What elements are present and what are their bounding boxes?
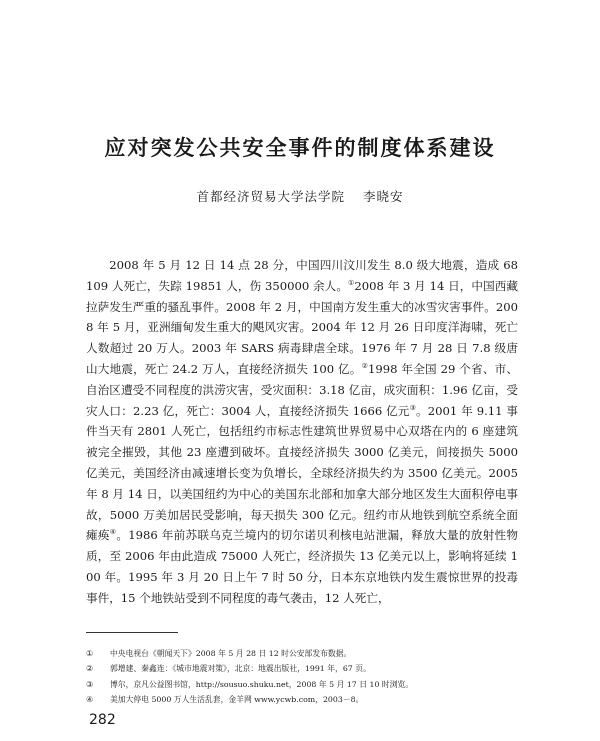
page-number: 282 (89, 712, 116, 728)
footnote-ref-2: ② (361, 362, 369, 371)
footnote-divider (86, 632, 178, 633)
author-institution: 首都经济贸易大学法学院 (196, 189, 345, 204)
footnote-text: 郭增建、秦鑫连：《城市地震对策》，北京：地震出版社，1991 年，67 页。 (110, 664, 371, 674)
body-text (86, 255, 518, 609)
body-segment: 。1986 年前苏联乌克兰境内的切尔诺贝利核电站泄漏，释放大量的放射性物质，至 2006 年由此造成 75000 人死亡，经济损失 13 亿美元以上，影响将延续 100 年。1995 年 3 月 20 日上午 7 时 50 分，日本东京地铁内发生震惊世界的投毒事件，15 个地铁站受到不同程度的毒气袭击，12 人死亡， (86, 528, 518, 605)
footnote-text: 美加大停电 5000 万人生活乱套，金羊网 www.ycwb.com，2003－8。 (110, 695, 364, 705)
body-segment: 2008 年 3 月 14 日，中国西藏拉萨发生严重的骚乱事件。2008 年 2 月，中国南方发生重大的冰雪灾害事件。2008 年 5 月，亚洲缅甸发生重大的飓风灾害。2004 年 12 月 26 日印度洋海啸，死亡人数超过 20 万人。2003 年 SARS 病毒肆虐全球。1976 年 7 月 28 日 7.8 级唐山大地震，死亡 24.2 万人，直接经济损失 100 亿。 (86, 278, 519, 376)
footnote-mark: ① (86, 649, 93, 658)
body-paragraph (86, 255, 518, 609)
body-segment: 。2001 年 9.11 事件当天有 2801 人死亡，包括纽约市标志性建筑世界贸易中心双塔在内的 6 座建筑被完全摧毁，其他 23 座遭到破坏。直接经济损失 3000 亿美元，间接损失 5000 亿美元，美国经济由减速增长变为负增长，全球经济损失约为 3500 亿美元。2005 年 8 月 14 日，以美国纽约为中心的美国东北部和加拿大部分地区发生大面积停电事故，5000 万美加居民受影响，每天损失 300 亿元。纽约市从地铁到航空系统全面瘫痪 (86, 403, 518, 543)
footnote-ref-3: ③ (409, 403, 417, 412)
footnote-mark: ③ (86, 679, 93, 689)
author-line (0, 187, 600, 205)
footnote-text: 中央电视台《朝闻天下》2008 年 5 月 28 日 12 时公安部发布数据。 (110, 649, 352, 658)
footnote-item (86, 646, 526, 661)
footnote-mark: ④ (86, 695, 93, 705)
footnote-item (86, 677, 526, 692)
footnote-ref-4: ④ (109, 528, 117, 537)
footnote-text: 博尔，京凡公益图书馆，http://sousuo.shuku.net，2008 年 5 月 17 日 10 时浏览。 (110, 679, 414, 689)
body-segment: 1998 年全国 29 个省、市、自治区遭受不同程度的洪涝灾害，受灾面积：3.18 亿亩，成灾面积：1.96 亿亩，受灾人口：2.23 亿，死亡：3004 人，直接经济损失 1666 亿元 (86, 361, 518, 418)
footnote-mark: ② (86, 664, 93, 674)
article-title: 应对突发公共安全事件的制度体系建设 (104, 136, 496, 160)
author-name: 李晓安 (363, 189, 404, 204)
footnote-item (86, 692, 526, 707)
footnote-item (86, 661, 526, 676)
footnote-ref-1: ① (348, 278, 355, 287)
body-segment: 2008 年 5 月 12 日 14 点 28 分，中国四川汶川发生 8.0 级大地震，造成 68109 人死亡，失踪 19851 人，伤 350000 余人。 (86, 258, 518, 293)
footnotes-list (86, 646, 526, 708)
